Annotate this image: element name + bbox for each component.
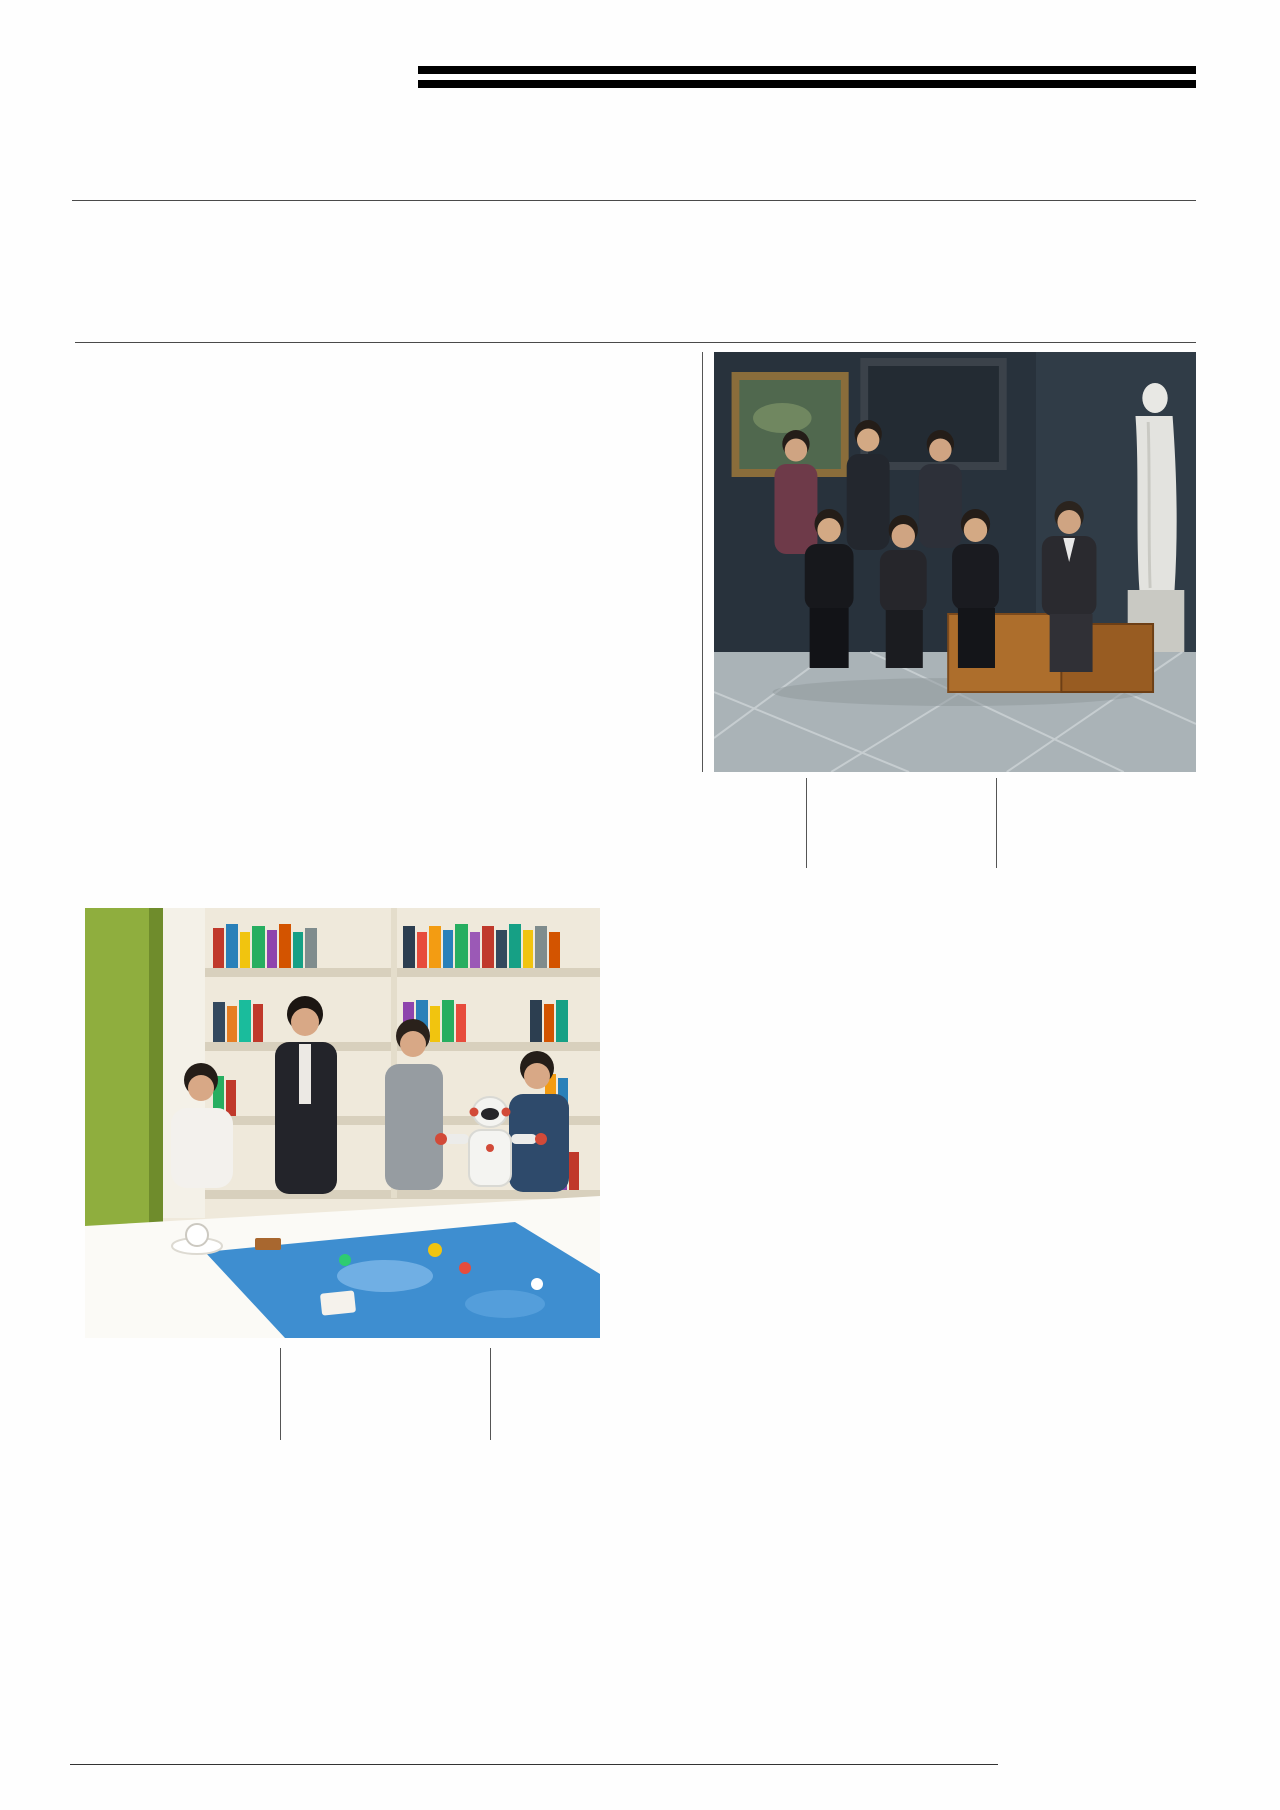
caption-divider: [996, 778, 997, 868]
caption-virginia-so: [608, 782, 798, 788]
photo1-caption-divider: [702, 352, 703, 772]
caption-divider: [806, 778, 807, 868]
heritage-museum-group-photo: [714, 352, 1196, 772]
caption-fione-lo: [816, 782, 988, 788]
english-column-right: [592, 1462, 1084, 1472]
caption-tsui-wai-shan: [440, 578, 692, 588]
caption-geoffrey-wong: [440, 428, 692, 438]
caption-divider: [280, 1348, 281, 1440]
people-standing: [774, 420, 961, 554]
caption-cheng-woon-tong: [1006, 782, 1196, 788]
section-divider-lead: [75, 342, 1196, 343]
caption-divider: [490, 1348, 491, 1440]
caption-paulina-chan: [506, 1352, 688, 1358]
section-divider-top: [72, 200, 1196, 201]
footer-rule: [70, 1764, 998, 1765]
caption-karen-sit: [296, 1352, 482, 1358]
english-column-left: [70, 1462, 558, 1472]
masthead-rule-top: [418, 66, 1196, 74]
masthead-rule-bottom: [418, 80, 1196, 88]
science-museum-group-photo: [85, 908, 600, 1338]
caption-ronne-yuen: [85, 1352, 272, 1358]
